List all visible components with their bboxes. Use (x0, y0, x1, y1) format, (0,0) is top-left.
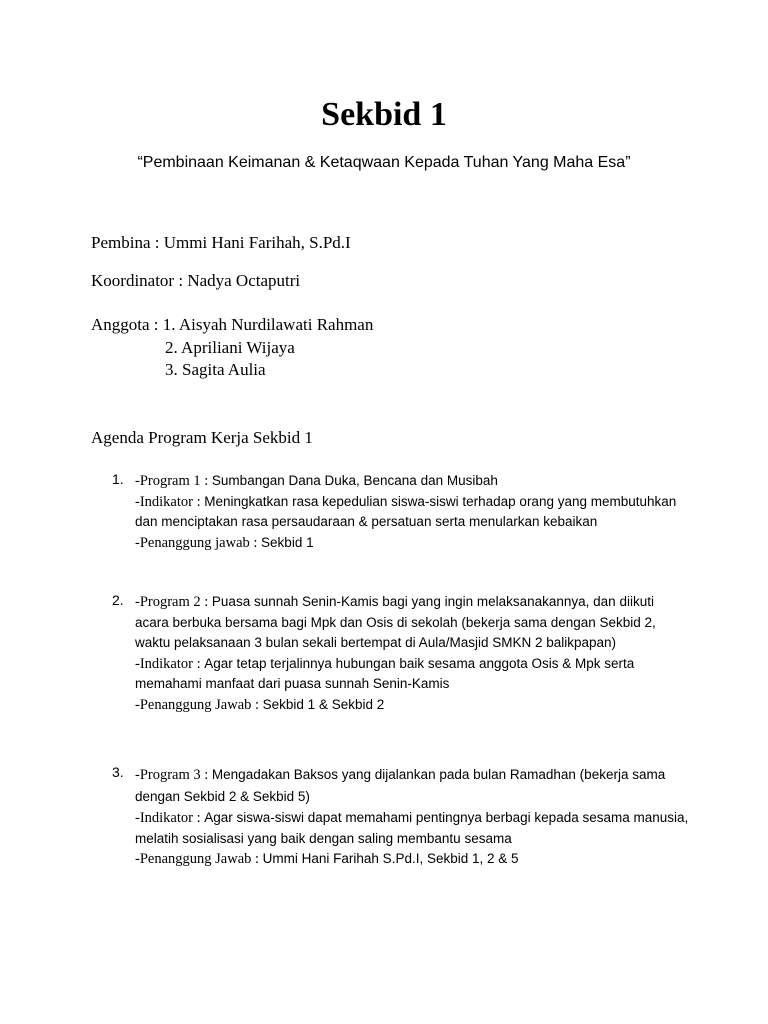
program-line (135, 471, 690, 492)
indikator-label: -Indikator : (135, 655, 205, 672)
indikator-line (135, 492, 690, 533)
program-label: -Program 2 : (135, 594, 212, 610)
penanggung-jawab-label: -Penanggung Jawab : (135, 696, 263, 713)
penanggung-jawab-label: -Penanggung jawab : (135, 534, 262, 551)
penanggung-jawab-text: Sekbid 1 & Sekbid 2 (262, 696, 385, 712)
indikator-text: Agar tetap terjalinnya hubungan baik sesama anggota Osis & Mpk serta memahami manfaat dari puasa sunnah Senin-Kamis (135, 655, 635, 692)
agenda-heading: Agenda Program Kerja Sekbid 1 (91, 428, 313, 447)
indikator-text: Meningkatkan rasa kepedulian siswa-siswi terhadap orang yang membutuhkan dan menciptakan rasa persaudaraan & persatuan serta menularkan kebaikan (135, 493, 677, 530)
penanggung-jawab-line (135, 849, 690, 870)
indikator-line (135, 654, 690, 695)
koordinator-line: Koordinator : Nadya Octaputri (91, 271, 301, 290)
indikator-label: -Indikator : (135, 810, 205, 826)
program-line (135, 592, 690, 654)
page-title: Sekbid 1 (321, 96, 447, 133)
program-text: Mengadakan Baksos yang dijalankan pada bulan Ramadhan (bekerja sama dengan Sekbid 2 & Sekbid 5) (135, 767, 666, 804)
program-number: 2. (112, 592, 124, 608)
program-line (135, 764, 690, 808)
page-subtitle: “Pembinaan Keimanan & Ketaqwaan Kepada Tuhan Yang Maha Esa” (137, 154, 631, 171)
anggota-member-2: 2. Apriliani Wijaya (165, 338, 295, 357)
penanggung-jawab-line (135, 695, 690, 716)
penanggung-jawab-text: Ummi Hani Farihah S.Pd.I, Sekbid 1, 2 & 5 (262, 851, 519, 867)
program-number: 1. (112, 471, 124, 487)
anggota-member-3: 3. Sagita Aulia (165, 360, 266, 379)
anggota-line (91, 314, 373, 336)
indikator-label: -Indikator : (135, 493, 205, 510)
program-body (135, 764, 690, 870)
penanggung-jawab-label: -Penanggung Jawab : (135, 851, 263, 868)
program-body (135, 471, 690, 553)
program-text: Puasa sunnah Senin-Kamis bagi yang ingin melaksanakannya, dan diikuti acara berbuka bersama bagi Mpk dan Osis di sekolah (bekerja sama dengan Sekbid 2, waktu pelaksanaan 3 bulan sekali bertempat di Aula/Masjid SMKN 2 balikpapan) (135, 594, 656, 651)
program-label: -Program 3 : (135, 767, 212, 783)
indikator-line (135, 808, 690, 849)
program-text: Sumbangan Dana Duka, Bencana dan Musibah (211, 473, 498, 488)
program-label: -Program 1 : (135, 473, 212, 489)
indikator-text: Agar siswa-siswi dapat memahami pentingnya berbagi kepada sesama manusia, melatih sosialisasi yang baik dengan saling membantu sesama (135, 810, 689, 846)
program-body (135, 592, 690, 716)
penanggung-jawab-text: Sekbid 1 (261, 534, 314, 550)
program-number: 3. (112, 764, 124, 780)
anggota-member-1: 1. Aisyah Nurdilawati Rahman (162, 315, 374, 334)
pembina-line: Pembina : Ummi Hani Farihah, S.Pd.I (91, 233, 351, 252)
anggota-label: Anggota : (91, 315, 163, 334)
penanggung-jawab-line (135, 533, 690, 554)
